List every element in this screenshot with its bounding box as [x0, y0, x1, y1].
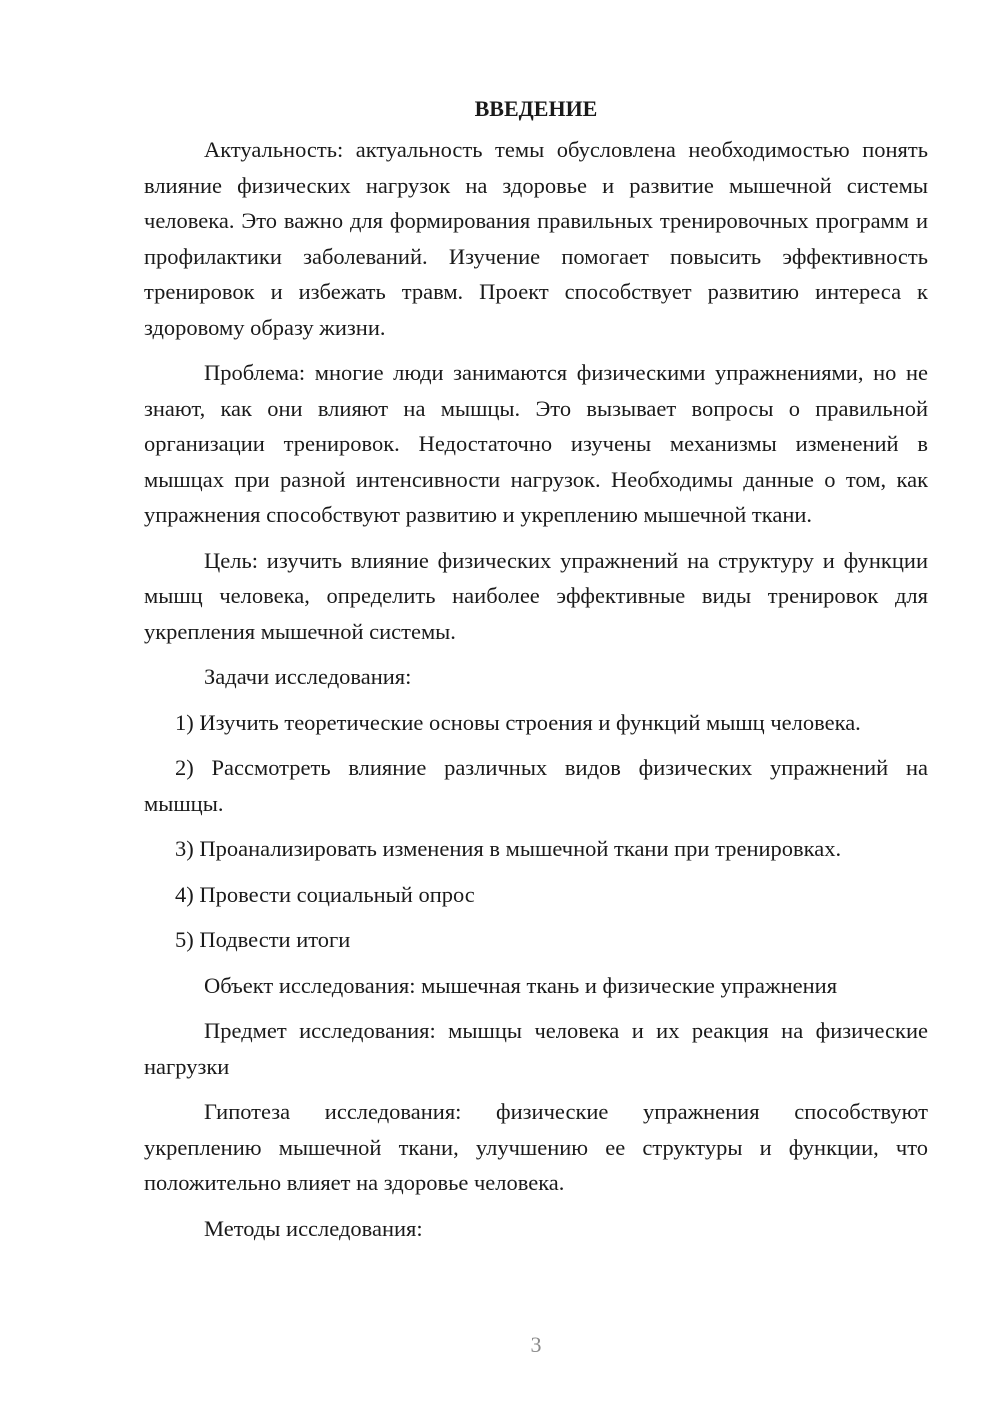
- task-item: 1) Изучить теоретические основы строения и функций мышц человека.: [175, 709, 861, 735]
- task-item: 4) Провести социальный опрос: [175, 881, 475, 907]
- tasks-heading: Задачи исследования:: [204, 664, 412, 689]
- document-page: [144, 92, 928, 1246]
- task-item: 5) Подвести итоги: [175, 927, 351, 952]
- hypothesis-paragraph: Гипотеза исследования: физические упражнения способствуют укреплению мышечной ткани, улучшению ее структуры и функции, что положительно влияет на здоровье человека.: [144, 1099, 928, 1195]
- problem-paragraph: Проблема: многие люди занимаются физическими упражнениями, но не знают, как они влияют на мышцы. Это вызывает вопросы о правильной организации тренировок. Недостаточно изучены механизмы изменений в мышцах при разной интенсивности нагрузок. Необходимы данные о том, как упражнения способствуют развитию и укреплению мышечной ткани.: [144, 360, 928, 527]
- page-title: ВВЕДЕНИЕ: [474, 96, 598, 121]
- task-item: 3) Проанализировать изменения в мышечной ткани при тренировках.: [175, 836, 842, 861]
- subject-paragraph: Предмет исследования: мышцы человека и их реакция на физические нагрузки: [144, 1018, 928, 1079]
- goal-paragraph: Цель: изучить влияние физических упражнений на структуру и функции мышц человека, определить наиболее эффективные виды тренировок для укрепления мышечной системы.: [144, 547, 928, 644]
- relevance-paragraph: Актуальность: актуальность темы обусловлена необходимостью понять влияние физических нагрузок на здоровье и развитие мышечной системы человека. Это важно для формирования правильных тренировочных программ и профилактики заболеваний. Изучение помогает повысить эффективность тренировок и избежать травм. Проект способствует развитию интереса к здоровому образу жизни.: [144, 137, 928, 340]
- methods-heading: Методы исследования:: [204, 1215, 423, 1241]
- object-paragraph: Объект исследования: мышечная ткань и физические упражнения: [204, 972, 838, 998]
- page-number: 3: [530, 1332, 542, 1357]
- task-item: 2) Рассмотреть влияние различных видов физических упражнений на мышцы.: [144, 755, 928, 816]
